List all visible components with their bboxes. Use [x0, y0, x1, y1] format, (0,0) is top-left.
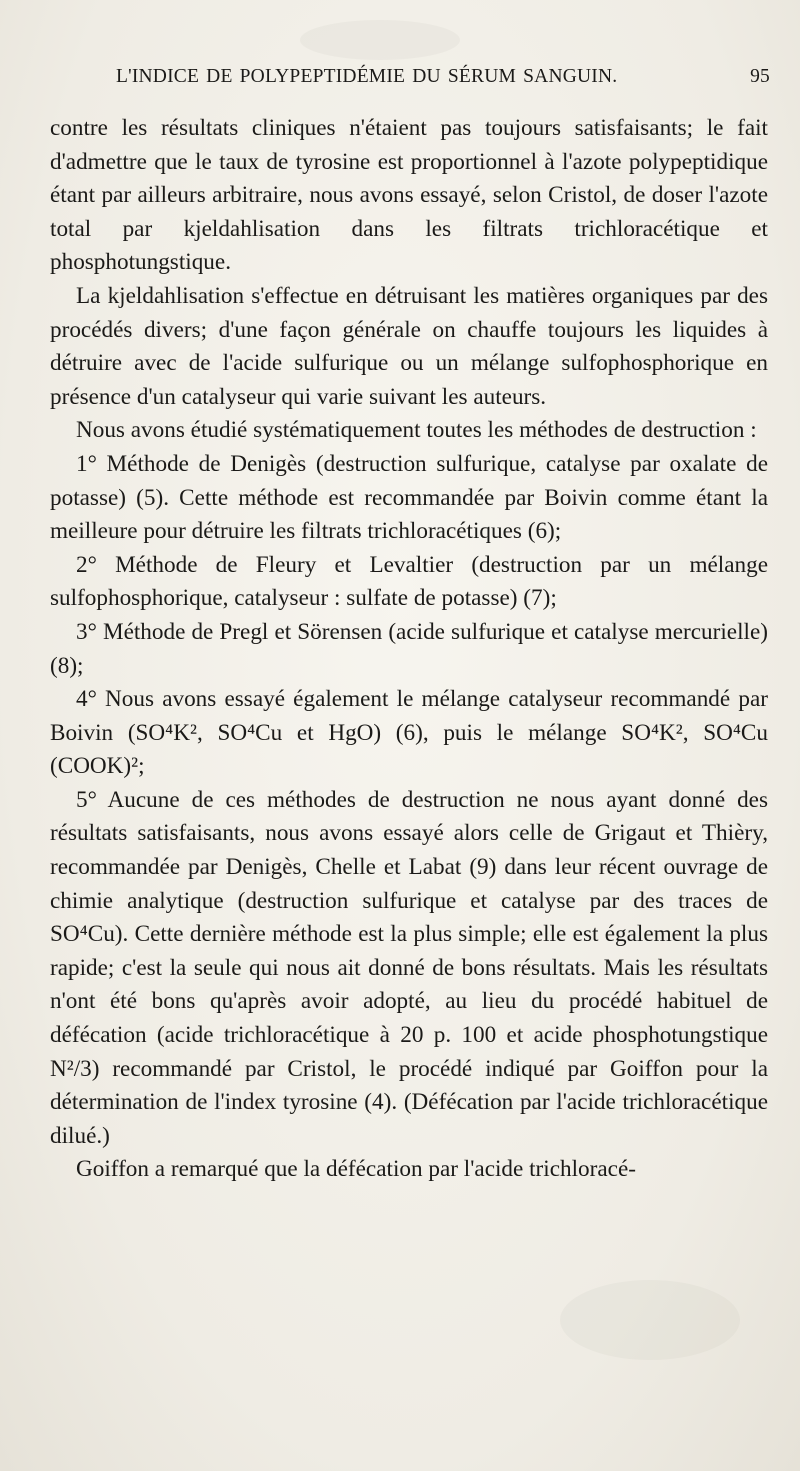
- paper-stain: [560, 1280, 740, 1360]
- paragraph: Nous avons étudié systématiquement toutes les méthodes de destruction :: [76, 417, 757, 444]
- body-text: [50, 112, 768, 1187]
- list-item-method-2: 2° Méthode de Fleury et Levaltier (destruction par un mélange sulfophosphorique, catalyseur : sulfate de potasse) (7);: [50, 551, 768, 612]
- paragraph: contre les résultats cliniques n'étaient pas toujours satisfaisants; le fait d'admettre que le taux de tyrosine est proportionnel à l'azote polypeptidique étant par ailleurs arbitraire, nous avons essayé, selon Cristol, de doser l'azote total par kjeldahlisation dans les filtrats trichloracétique et phosphotungstique.: [50, 115, 768, 276]
- list-item-method-5: 5° Aucune de ces méthodes de destruction ne nous ayant donné des résultats satisfaisants, nous avons essayé alors celle de Grigaut et Thièry, recommandée par Denigès, Chelle et Labat (9) dans leur récent ouvrage de chimie analytique (destruction sulfurique et catalyse par des traces de SO⁴Cu). Cette dernière méthode est la plus simple; elle est également la plus rapide; c'est la seule qui nous ait donné de bons résultats. Mais les résultats n'ont été bons qu'après avoir adopté, au lieu du procédé habituel de défécation (acide trichloracétique à 20 p. 100 et acide phosphotungstique N²/3) recommandé par Cristol, le procédé indiqué par Goiffon pour la détermination de l'index tyrosine (4). (Défécation par l'acide trichloracétique dilué.): [50, 786, 768, 1149]
- paper-stain: [300, 20, 460, 60]
- running-header: [50, 66, 770, 96]
- page-number: 95: [750, 66, 770, 87]
- list-item-method-3: 3° Méthode de Pregl et Sörensen (acide sulfurique et catalyse mercurielle) (8);: [50, 618, 768, 679]
- running-title: L'INDICE DE POLYPEPTIDÉMIE DU SÉRUM SANGUIN.: [116, 66, 618, 87]
- paragraph: La kjeldahlisation s'effectue en détruisant les matières organiques par des procédés divers; d'une façon générale on chauffe toujours les liquides à détruire avec de l'acide sulfurique ou un mélange sulfophosphorique en présence d'un catalyseur qui varie suivant les auteurs.: [50, 282, 768, 410]
- list-item-method-1: 1° Méthode de Denigès (destruction sulfurique, catalyse par oxalate de potasse) (5). Cette méthode est recommandée par Boivin comme étant la meilleure pour détruire les filtrats trichloracétiques (6);: [50, 450, 768, 545]
- paragraph: Goiffon a remarqué que la défécation par l'acide trichloracé-: [76, 1156, 636, 1183]
- list-item-method-4: 4° Nous avons essayé également le mélange catalyseur recommandé par Boivin (SO⁴K², SO⁴Cu et HgO) (6), puis le mélange SO⁴K², SO⁴Cu (COOK)²;: [50, 686, 768, 780]
